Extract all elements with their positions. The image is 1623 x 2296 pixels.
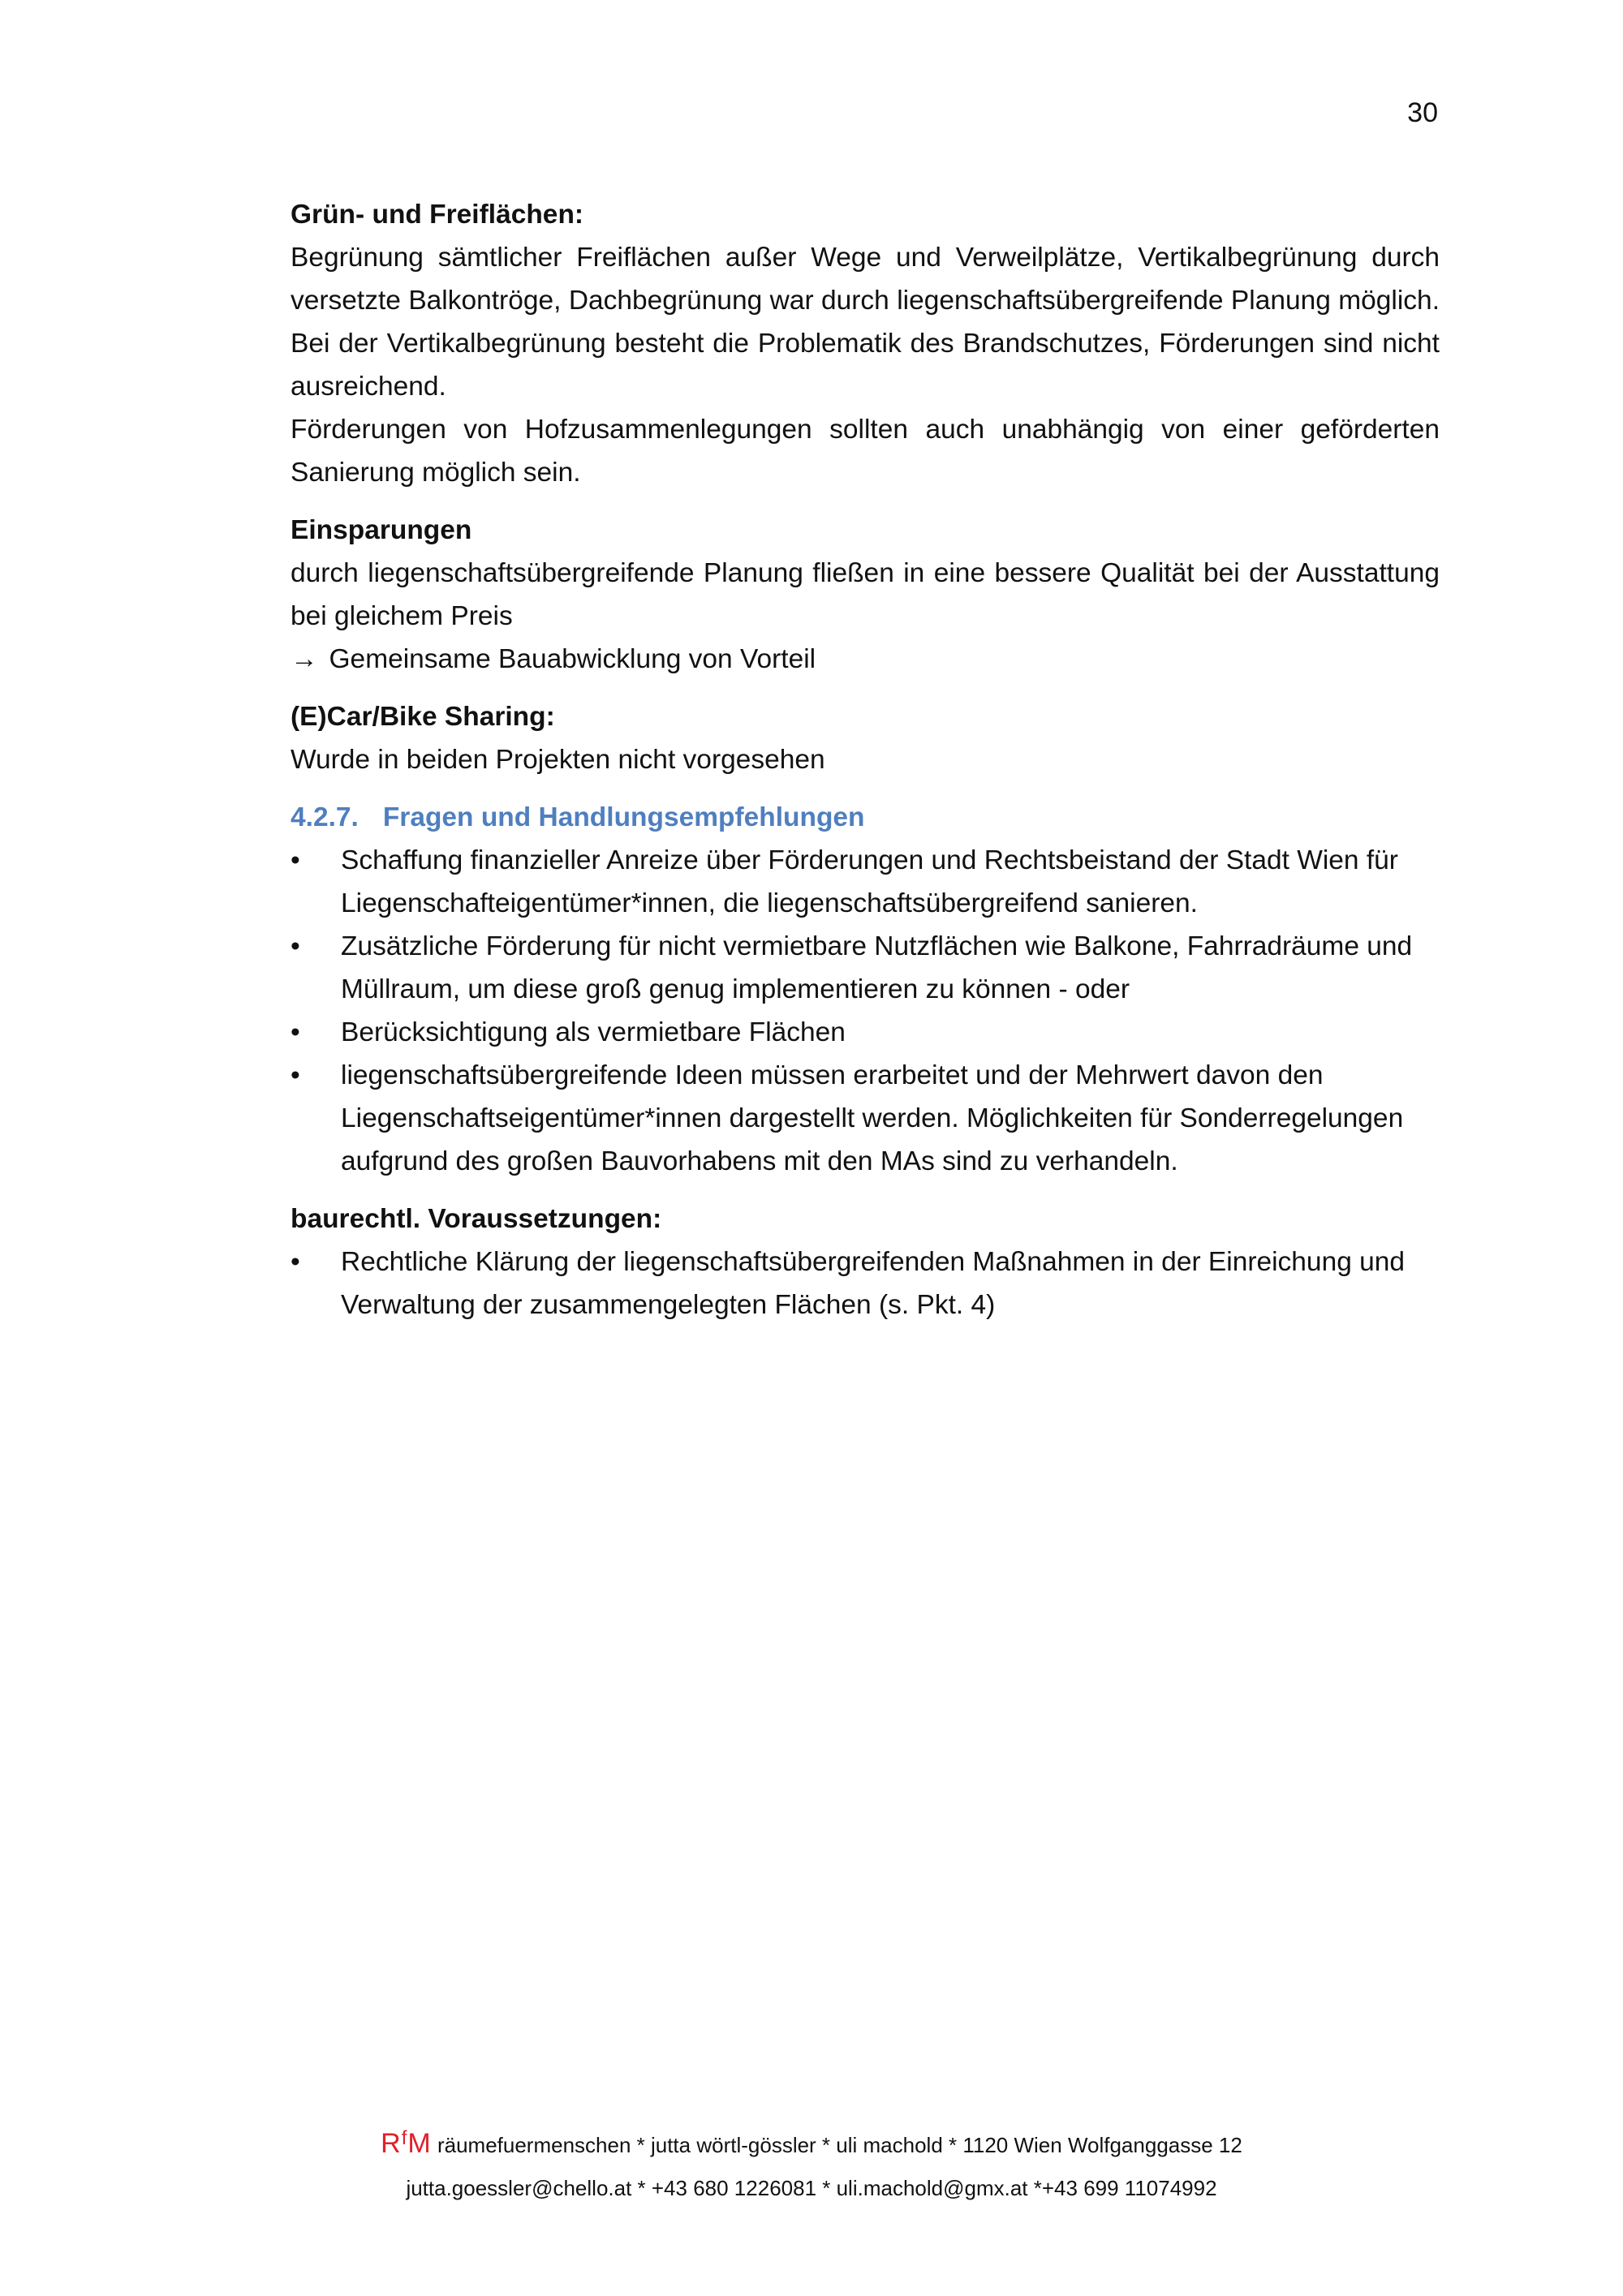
list-item-text: Zusätzliche Förderung für nicht vermietbare Nutzflächen wie Balkone, Fahrradräume und Müllraum, um diese groß genug implementieren zu können - oder [341,931,1413,1004]
bullet-icon: • [291,1247,300,1277]
subsection-number: 4.2.7. [291,802,359,832]
page-number: 30 [1407,97,1438,128]
paragraph: Förderungen von Hofzusammenlegungen sollten auch unabhängig von einer geförderten Sanierung möglich sein. [291,415,1440,488]
footer-address [0,2127,1623,2160]
list-item-text: liegenschaftsübergreifende Ideen müssen erarbeitet und der Mehrwert davon den Liegenschaftseigentümer*innen dargestellt werden. Möglichkeiten für Sonderregelungen aufgrund des großen Bauvorhabens mit den MAs sind zu verhandeln. [341,1060,1404,1176]
paragraph: Wurde in beiden Projekten nicht vorgesehen [291,745,825,775]
section-car-bike-sharing [291,695,1440,781]
list-item [291,839,1440,925]
list-item-text: Rechtliche Klärung der liegenschaftsübergreifenden Maßnahmen in der Einreichung und Verwaltung der zusammengelegten Flächen (s. Pkt. 4) [341,1247,1406,1320]
list-item [291,1240,1440,1326]
arrow-text: Gemeinsame Bauabwicklung von Vorteil [329,644,816,674]
section-fragen [291,796,1440,1183]
section-heading: (E)Car/Bike Sharing: [291,702,555,732]
rfm-logo: $R^fM$ [381,2127,432,2159]
section-gruen-freiflaechen [291,193,1440,494]
baurecht-list [291,1240,1440,1326]
section-einsparungen [291,509,1440,681]
footer-line1-text: räumefuermenschen * jutta wörtl-gössler * uli machold * 1120 Wien Wolfganggasse 12 [437,2133,1242,2157]
list-item [291,1054,1440,1183]
arrow-line [291,638,1440,681]
subsection-heading [291,796,1440,839]
paragraph: durch liegenschaftsübergreifende Planung fließen in eine bessere Qualität bei der Ausstattung bei gleichem Preis [291,558,1440,631]
bullet-icon: • [291,845,300,875]
subsection-title: Fragen und Handlungsempfehlungen [382,802,865,832]
section-heading: Einsparungen [291,515,472,545]
list-item [291,925,1440,1011]
paragraph: Begrünung sämtlicher Freiflächen außer Wege und Verweilplätze, Vertikalbegrünung durch versetzte Balkontröge, Dachbegrünung war durch liegenschaftsübergreifende Planung möglich. Bei der Vertikalbegrünung besteht die Problematik des Brandschutzes, Förderungen sind nicht ausreichend. [291,243,1440,402]
bullet-icon: • [291,1017,300,1047]
section-heading: Grün- und Freiflächen: [291,200,584,230]
document-body [291,193,1440,1341]
bullet-icon: • [291,931,300,961]
section-heading: baurechtl. Voraussetzungen: [291,1204,662,1234]
bullet-icon: • [291,1060,300,1090]
arrow-right-icon: → [291,644,318,674]
footer-contact: jutta.goessler@chello.at * +43 680 1226081 * uli.machold@gmx.at *+43 699 11074992 [406,2176,1217,2200]
section-baurecht [291,1197,1440,1326]
list-item [291,1011,1440,1054]
recommendations-list [291,839,1440,1183]
list-item-text: Schaffung finanzieller Anreize über Förderungen und Rechtsbeistand der Stadt Wien für Liegenschafteigentümer*innen, die liegenschaftsübergreifend sanieren. [341,845,1398,918]
list-item-text: Berücksichtigung als vermietbare Flächen [341,1017,846,1047]
